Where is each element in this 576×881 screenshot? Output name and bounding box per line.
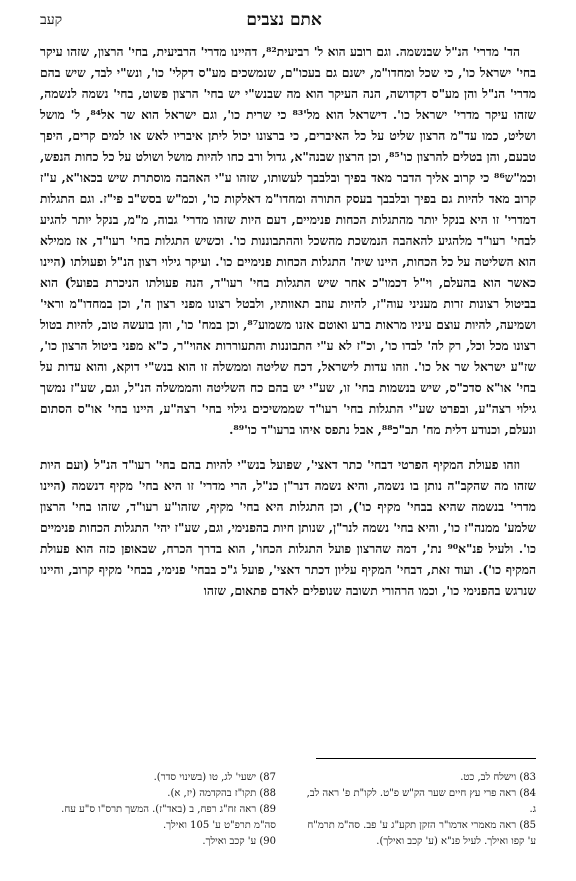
- page-header: [40, 6, 536, 34]
- paragraph: וזהו פעולת המקיף הפרטי דבחי' כתר דאצי', שפועל בנש"י להיות בהם בחי' רעו"ד הנ"ל (ועם היות שזהו מה שהקב"ה נותן בו נשמה, והיא נשמה דנר"ן כנ"ל, הרי מדרי' זו היא בחי' מקיף דנשמה (היינו מדרי' בנשמה שהיא בבחי' מקיף כו'), וכן התגלות היא בחי' מקיף, שזהו"ע רעו"ד, שזהו בחי' הרצון שלמע' ממנה"ז כו', והיא בחי' נשמה לנר"ן, שנותן חיות בהפנימי, וגם, שע"ז יהי' התגלות הכחות פנימיים כו'. ולעיל פנ"א⁹⁰ נת', דמה שהרצון פועל התגלות הכחו', הוא בדרך הכרח, שבאופן כזה הוא פעולת המקיף כו'). ועוד זאת, דבחי' המקיף עליון דכתר דאצי', פועל ג"כ בבחי' פנימי, בבחי' מקיף קרוב, והיינו שנרגש בהפנימי כו', וכמו הרהורי תשובה שנופלים לאדם פתאום, שזהו: [40, 458, 536, 598]
- footnote: 88) תקו"ז בהקדמה (יז, א).: [167, 788, 276, 799]
- page-number: קעב: [40, 11, 63, 28]
- main-text: [40, 42, 536, 602]
- footnote: 89) ראה זח"ג רפח, ב (באד"ז). המשך תרס"ו ס"ע עח. סה"מ תרפ"ט ע' 105 ואילך.: [61, 804, 276, 831]
- footnote: 85) ראה מאמרי אדמו"ר הזקן תקע"ג ע' פב. סה"מ תרמ"ח ע' קפו ואילך. לעיל פנ"א (ע' קכב ואילך).: [307, 820, 536, 847]
- footnotes-left-column: [40, 770, 276, 850]
- page-title: אתם נצבים: [246, 10, 322, 30]
- paragraph: הד' מדרי' הנ"ל שבנשמה. וגם רובע הוא ל' רביעית⁸², דהיינו מדרי' הרביעית, בחי' הרצון, שזהו עיקר בחי' ישראל כו', כי שכל ומחדו"מ, ישנם גם בעכו"ם, שנמשכים מע"ס דקלי' כו', ונש"י לבד, שיש בהם מדרי' הנ"ל והן מע"ס דקדושה, הנה העיקר הוא מה שבנש"י יש בחי' הרצון פשוט, בחי' נשמה לנשמה, שזהו עיקר מדרי' ישראל כו'. דישראל הוא מל'⁸³ כי שרית כו', וגם ישראל הוא שר אל⁸⁴, ל' מושל ושליט, כמו עד"מ הרצון שליט על כל האיברים, כי ברצונו יכול ליתן איבריו לאש או למים קרים, היפך טבעם, והן בטלים להרצון כו'⁸⁵, וכן הרצון שבנה"א, גדול ורב כחו להיות מושל ושולט על כל כחות הנפש, וכמ"ש⁸⁶ כי קרוב אליך הדבר מאד בפיך ובלבבך לעשותו, שזהו ע"י האהבה מוסתרת שיש בכאו"א, ע"ז קרוב מאד להיות גם בפיך ובלבבך בעסק התורה ומחדו"מ דאלקות כו', וכמ"ש בסש"ב פי"ז. וגם התגלות דמדרי' זו היא בנקל יותר מהתגלות הכחות פנימיים, דעם היות שזהו מדרי' גבוה, מ"מ, בנקל יותר להגיע לבחי' רעו"ד מלהגיע להאהבה הנמשכת מהשכל וההתבוננות כו'. וכשיש התגלות בחי' רעו"ד, אז ממילא הוא השליטה על כל הכחות, היינו שיה' התגלות הכחות פנימיים כו'. ועיקר גילוי רצון הנ"ל ופעולתו (היינו כאשר הוא בהעלם, וי"ל דכמו"כ אחר שיש התגלות בחי' רעו"ד, הנה פעולתו הניכרת בפועל) הוא בביטול רצונות זרות מעניני עוה"ז, להיות עוזב תאוותיו, ולבטל רצונו מפני רצון ה', וכן במחדו"מ וראי' ושמיעה, להיות עוצם עיניו מראות ברע ואוטם אזנו משמוע⁸⁷, וכן במח' כו', והן בועשה טוב, להיות בטול רצונו מכל וכל, רק לה' לבדו כו', וכ"ז לא ע"י התבוננות והתעוררות אהוי"ר, כ"א מפני ביטול הרצון כו', שז"ע ישראל שר אל כו'. וזהו עדות לישראל, דכח שליטה וממשלה זו הוא בנש"י דוקא, והוא עדות על בחי' או"א סדכ"ס, שיש בנשמות בחי' זו, שע"י יש בהם כח השליטה והממשלה הנ"ל, וגם, שע"ז נמשך גילוי רצה"ע, ובפרט שע"י התגלות בחי' רעו"ד שממשיכים גילוי בחי' רצה"ע, היינו בחי' או"ס הסתום ונעלם, וכנודע דלית מח' תב"כ⁸⁸, אבל נתפס איהו ברעו"ד כו'⁸⁹.: [40, 45, 536, 437]
- footnote: 83) וישלח לב, כט.: [460, 772, 536, 783]
- footnotes: [40, 770, 536, 850]
- footnote: 87) ישעי' לג, טו (בשינוי סדר).: [153, 772, 276, 783]
- footnote-divider: [316, 758, 536, 759]
- footnote: 90) ע' קכב ואילך.: [202, 836, 276, 847]
- footnotes-right-column: [300, 770, 536, 850]
- footnote: 84) ראה פרי עץ חיים שער הק"ש פ"ט. לקו"ת פ' ראה לב, ג.: [306, 788, 536, 815]
